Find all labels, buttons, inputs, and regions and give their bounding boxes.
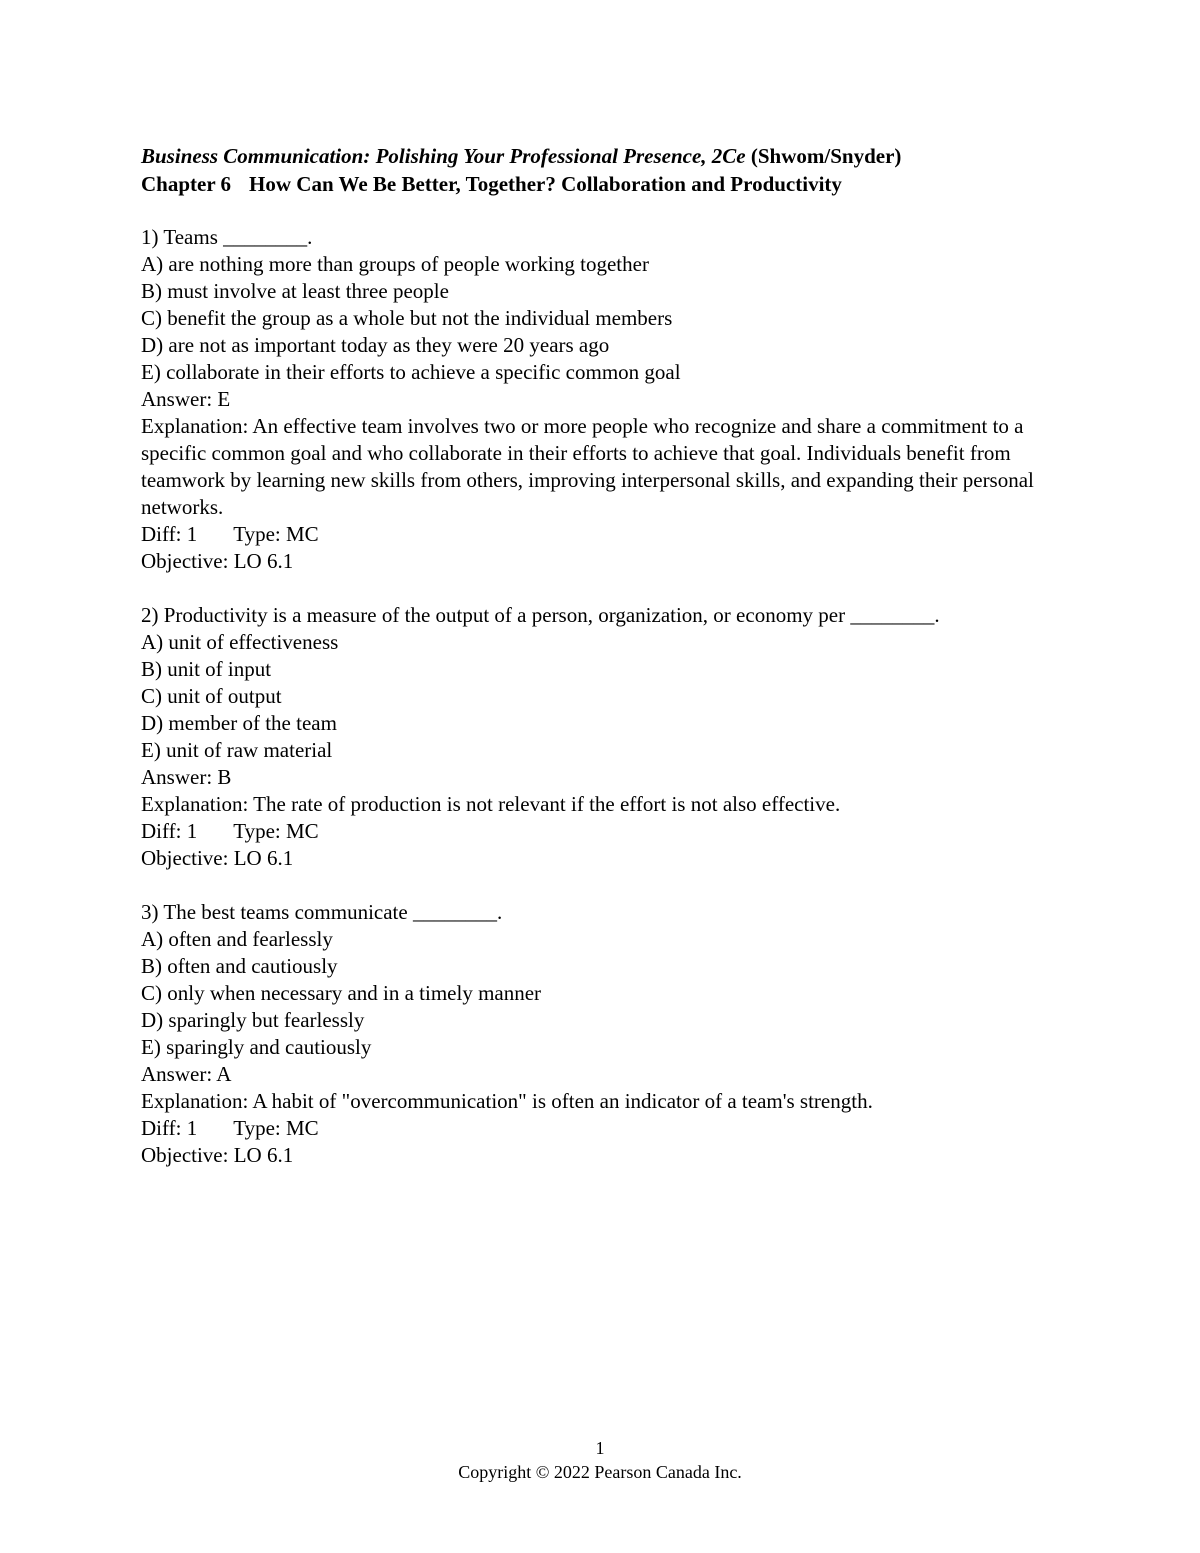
question-2: [141, 602, 1061, 872]
chapter-title: How Can We Be Better, Together? Collaboration and Productivity: [249, 172, 842, 196]
explanation: Explanation: A habit of "overcommunication" is often an indicator of a team's strength.: [141, 1089, 873, 1113]
question-type: Type: MC: [233, 1116, 319, 1140]
chapter-heading: [141, 170, 1061, 198]
book-header: [141, 142, 1061, 170]
option-c: C) benefit the group as a whole but not the individual members: [141, 306, 673, 330]
chapter-label: Chapter 6: [141, 172, 232, 196]
difficulty: Diff: 1: [141, 819, 198, 843]
option-d: D) sparingly but fearlessly: [141, 1008, 365, 1032]
answer: Answer: E: [141, 387, 231, 411]
question-1: [141, 224, 1061, 575]
answer: Answer: B: [141, 765, 232, 789]
option-a: A) are nothing more than groups of people working together: [141, 252, 649, 276]
book-title: Business Communication: Polishing Your Professional Presence, 2Ce: [141, 144, 746, 168]
answer: Answer: A: [141, 1062, 232, 1086]
option-e: E) collaborate in their efforts to achieve a specific common goal: [141, 360, 681, 384]
option-c: C) only when necessary and in a timely manner: [141, 981, 542, 1005]
book-authors: (Shwom/Snyder): [745, 144, 902, 168]
question-stem: 2) Productivity is a measure of the output of a person, organization, or economy per ________.: [141, 603, 940, 627]
option-e: E) sparingly and cautiously: [141, 1035, 372, 1059]
option-d: D) member of the team: [141, 711, 337, 735]
question-type: Type: MC: [233, 522, 319, 546]
diff-type-row: [141, 1115, 1061, 1142]
option-b: B) must involve at least three people: [141, 279, 449, 303]
explanation: Explanation: An effective team involves two or more people who recognize and share a commitment to a specific common goal and who collaborate in their efforts to achieve that goal. Individuals benefit from teamwork by learning new skills from others, improving interpersonal skills, and expanding their personal networks.: [141, 414, 1034, 519]
option-a: A) unit of effectiveness: [141, 630, 339, 654]
question-3: [141, 899, 1061, 1169]
option-c: C) unit of output: [141, 684, 282, 708]
option-b: B) often and cautiously: [141, 954, 338, 978]
difficulty: Diff: 1: [141, 1116, 198, 1140]
question-stem: 1) Teams ________.: [141, 225, 313, 249]
diff-type-row: [141, 818, 1061, 845]
explanation: Explanation: The rate of production is not relevant if the effort is not also effective.: [141, 792, 841, 816]
objective: Objective: LO 6.1: [141, 1143, 294, 1167]
option-d: D) are not as important today as they were 20 years ago: [141, 333, 610, 357]
page-number: 1: [595, 1438, 605, 1458]
objective: Objective: LO 6.1: [141, 846, 294, 870]
spacer: [141, 198, 1061, 224]
diff-type-row: [141, 521, 1061, 548]
question-type: Type: MC: [233, 819, 319, 843]
option-b: B) unit of input: [141, 657, 272, 681]
page-content: [141, 142, 1061, 1196]
objective: Objective: LO 6.1: [141, 549, 294, 573]
copyright-notice: Copyright © 2022 Pearson Canada Inc.: [458, 1462, 742, 1482]
option-a: A) often and fearlessly: [141, 927, 333, 951]
option-e: E) unit of raw material: [141, 738, 333, 762]
question-stem: 3) The best teams communicate ________.: [141, 900, 503, 924]
difficulty: Diff: 1: [141, 522, 198, 546]
